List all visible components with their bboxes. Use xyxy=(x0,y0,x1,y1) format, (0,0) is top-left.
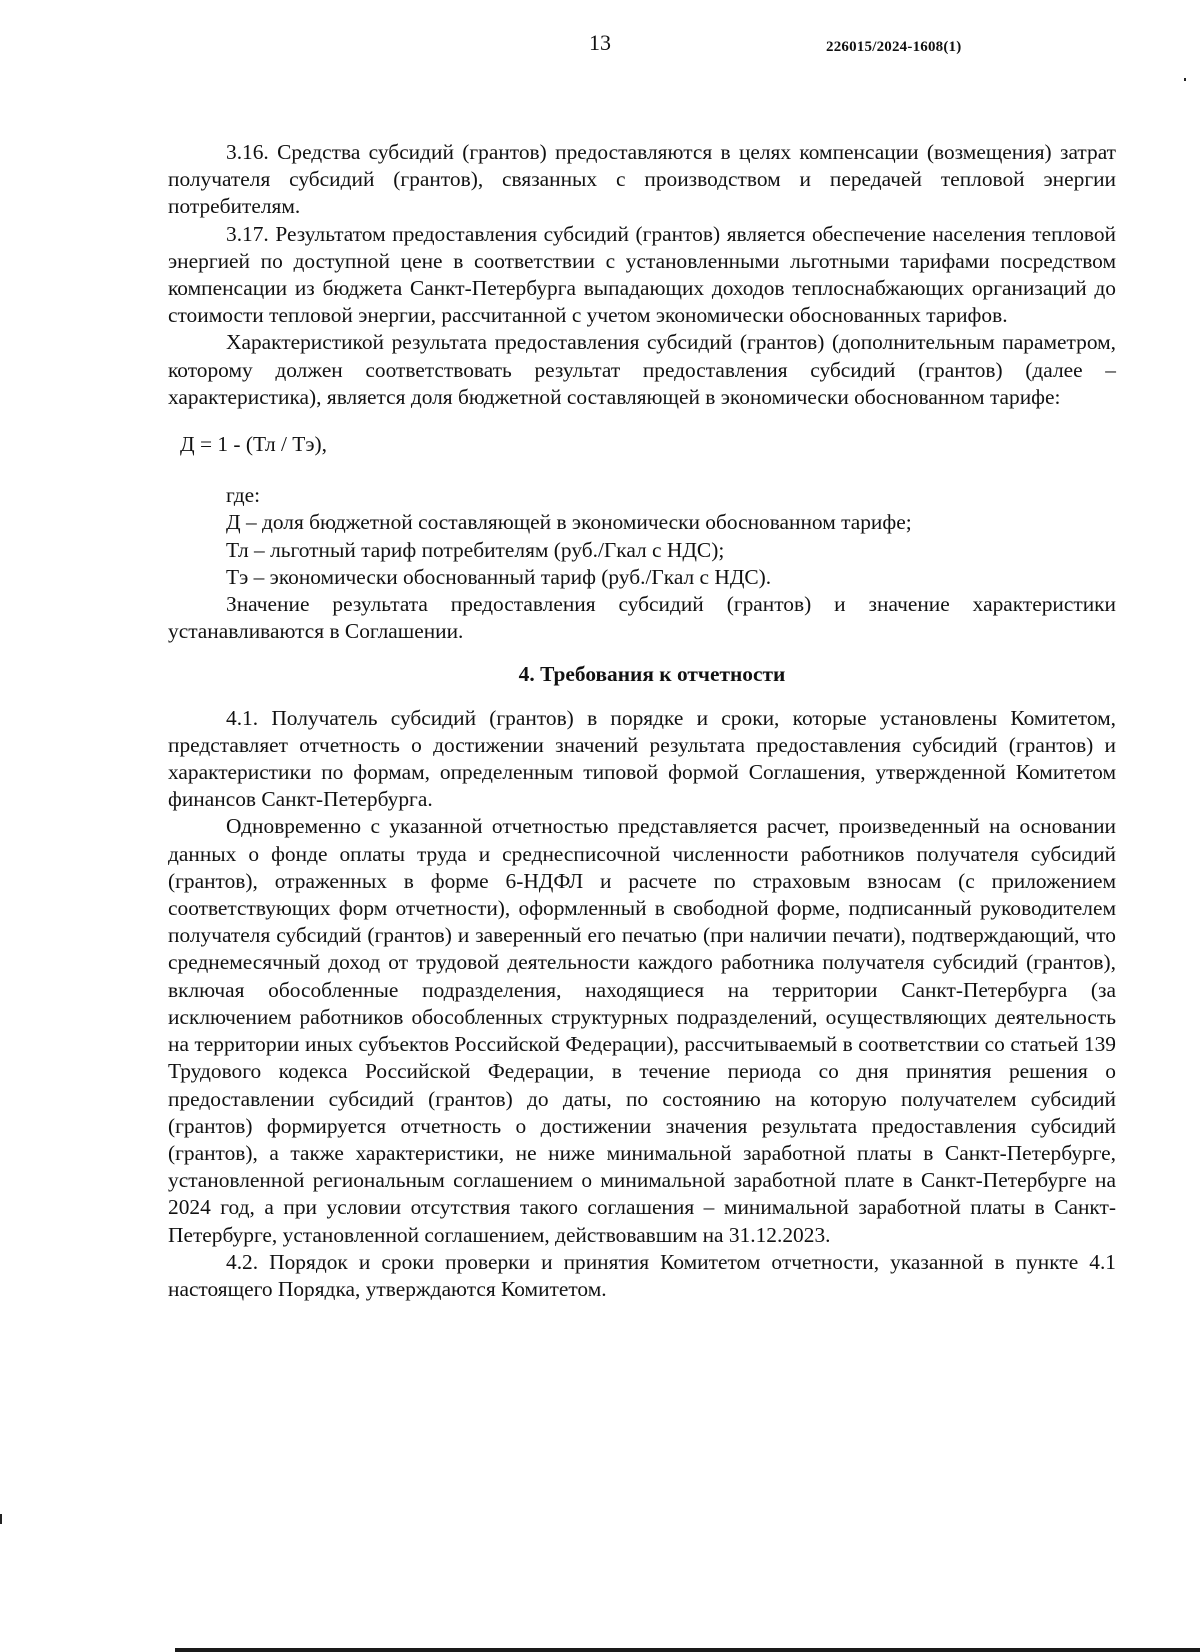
page-number: 13 xyxy=(589,30,611,55)
document-body xyxy=(168,139,1116,1303)
paragraph-3-16: 3.16. Средства субсидий (грантов) предоставляются в целях компенсации (возмещения) затрат получателя субсидий (грантов), связанных с производством и передачей тепловой энергии потребителям. xyxy=(168,140,1116,219)
formula: Д = 1 - (Тл / Тэ), xyxy=(180,432,328,457)
paragraph-4-2: 4.2. Порядок и сроки проверки и принятия Комитетом отчетности, указанной в пункте 4.1 настоящего Порядка, утверждаются Комитетом. xyxy=(168,1249,1116,1301)
paragraph-3-17: 3.17. Результатом предоставления субсидий (грантов) является обеспечение населения тепловой энергией по доступной цене в соответствии с установленными льготными тарифами посредством компенсации из бюджета Санкт-Петербурга выпадающих доходов теплоснабжающих организаций до стоимости тепловой энергии, рассчитанной с учетом экономически обоснованных тарифов. xyxy=(168,221,1116,328)
paragraph-simultaneously: Одновременно с указанной отчетностью представляется расчет, произведенный на основании данных о фонде оплаты труда и среднесписочной численности работников получателя субсидий (грантов), отраженных в форме 6-НДФЛ и расчете по страховым взносам (с приложением соответствующих форм отчетности), оформленный в свободной форме, подписанный руководителем получателя субсидий (грантов) и заверенный его печатью (при наличии печати), подтверждающий, что среднемесячный доход от трудовой деятельности каждого работника получателя субсидий (грантов), включая обособленные подразделения, находящиеся на территории Санкт-Петербурга (за исключением работников обособленных структурных подразделений, осуществляющих деятельность на территории иных субъектов Российской Федерации), рассчитываемый в соответствии со статьей 139 Трудового кодекса Российской Федерации, в течение периода со дня принятия решения о предоставлении субсидий (грантов) до даты, по состоянию на которую получателем субсидий (грантов) формируется отчетность о достижении значения результата предоставления субсидий (грантов), а также характеристики, не ниже минимальной заработной платы в Санкт-Петербурге, установленной региональным соглашением о минимальной заработной плате в Санкт-Петербурге на 2024 год, а при условии отсутствия такого соглашения – минимальной заработной платы в Санкт-Петербурге, установленной соглашением, действовавшим на 31.12.2023. xyxy=(168,814,1116,1247)
scan-artifact-mark xyxy=(1184,78,1186,81)
paragraph-characteristic: Характеристикой результата предоставления субсидий (грантов) (дополнительным параметром, которому должен соответствовать результат предоставления субсидий (грантов) (далее – характеристика), является доля бюджетной составляющей в экономически обоснованном тарифе: xyxy=(168,330,1116,409)
scan-artifact-mark xyxy=(0,1514,2,1524)
definition-d: Д – доля бюджетной составляющей в экономически обоснованном тарифе; xyxy=(226,510,912,535)
paragraph-4-1: 4.1. Получатель субсидий (грантов) в порядке и сроки, которые установлены Комитетом, представляет отчетность о достижении значений результата предоставления субсидий (грантов) и характеристики по формам, определенным типовой формой Соглашения, утвержденной Комитетом финансов Санкт-Петербурга. xyxy=(168,705,1116,812)
definition-tl: Тл – льготный тариф потребителям (руб./Гкал с НДС); xyxy=(226,537,725,562)
definition-te: Тэ – экономически обоснованный тариф (руб./Гкал с НДС). xyxy=(226,564,772,589)
paragraph-values: Значение результата предоставления субсидий (грантов) и значение характеристики устанавливаются в Соглашении. xyxy=(168,592,1116,644)
document-id: 226015/2024-1608(1) xyxy=(826,39,962,55)
scan-bottom-edge xyxy=(175,1648,1200,1652)
where-label: где: xyxy=(226,483,261,508)
section-4-title: 4. Требования к отчетности xyxy=(518,662,786,687)
